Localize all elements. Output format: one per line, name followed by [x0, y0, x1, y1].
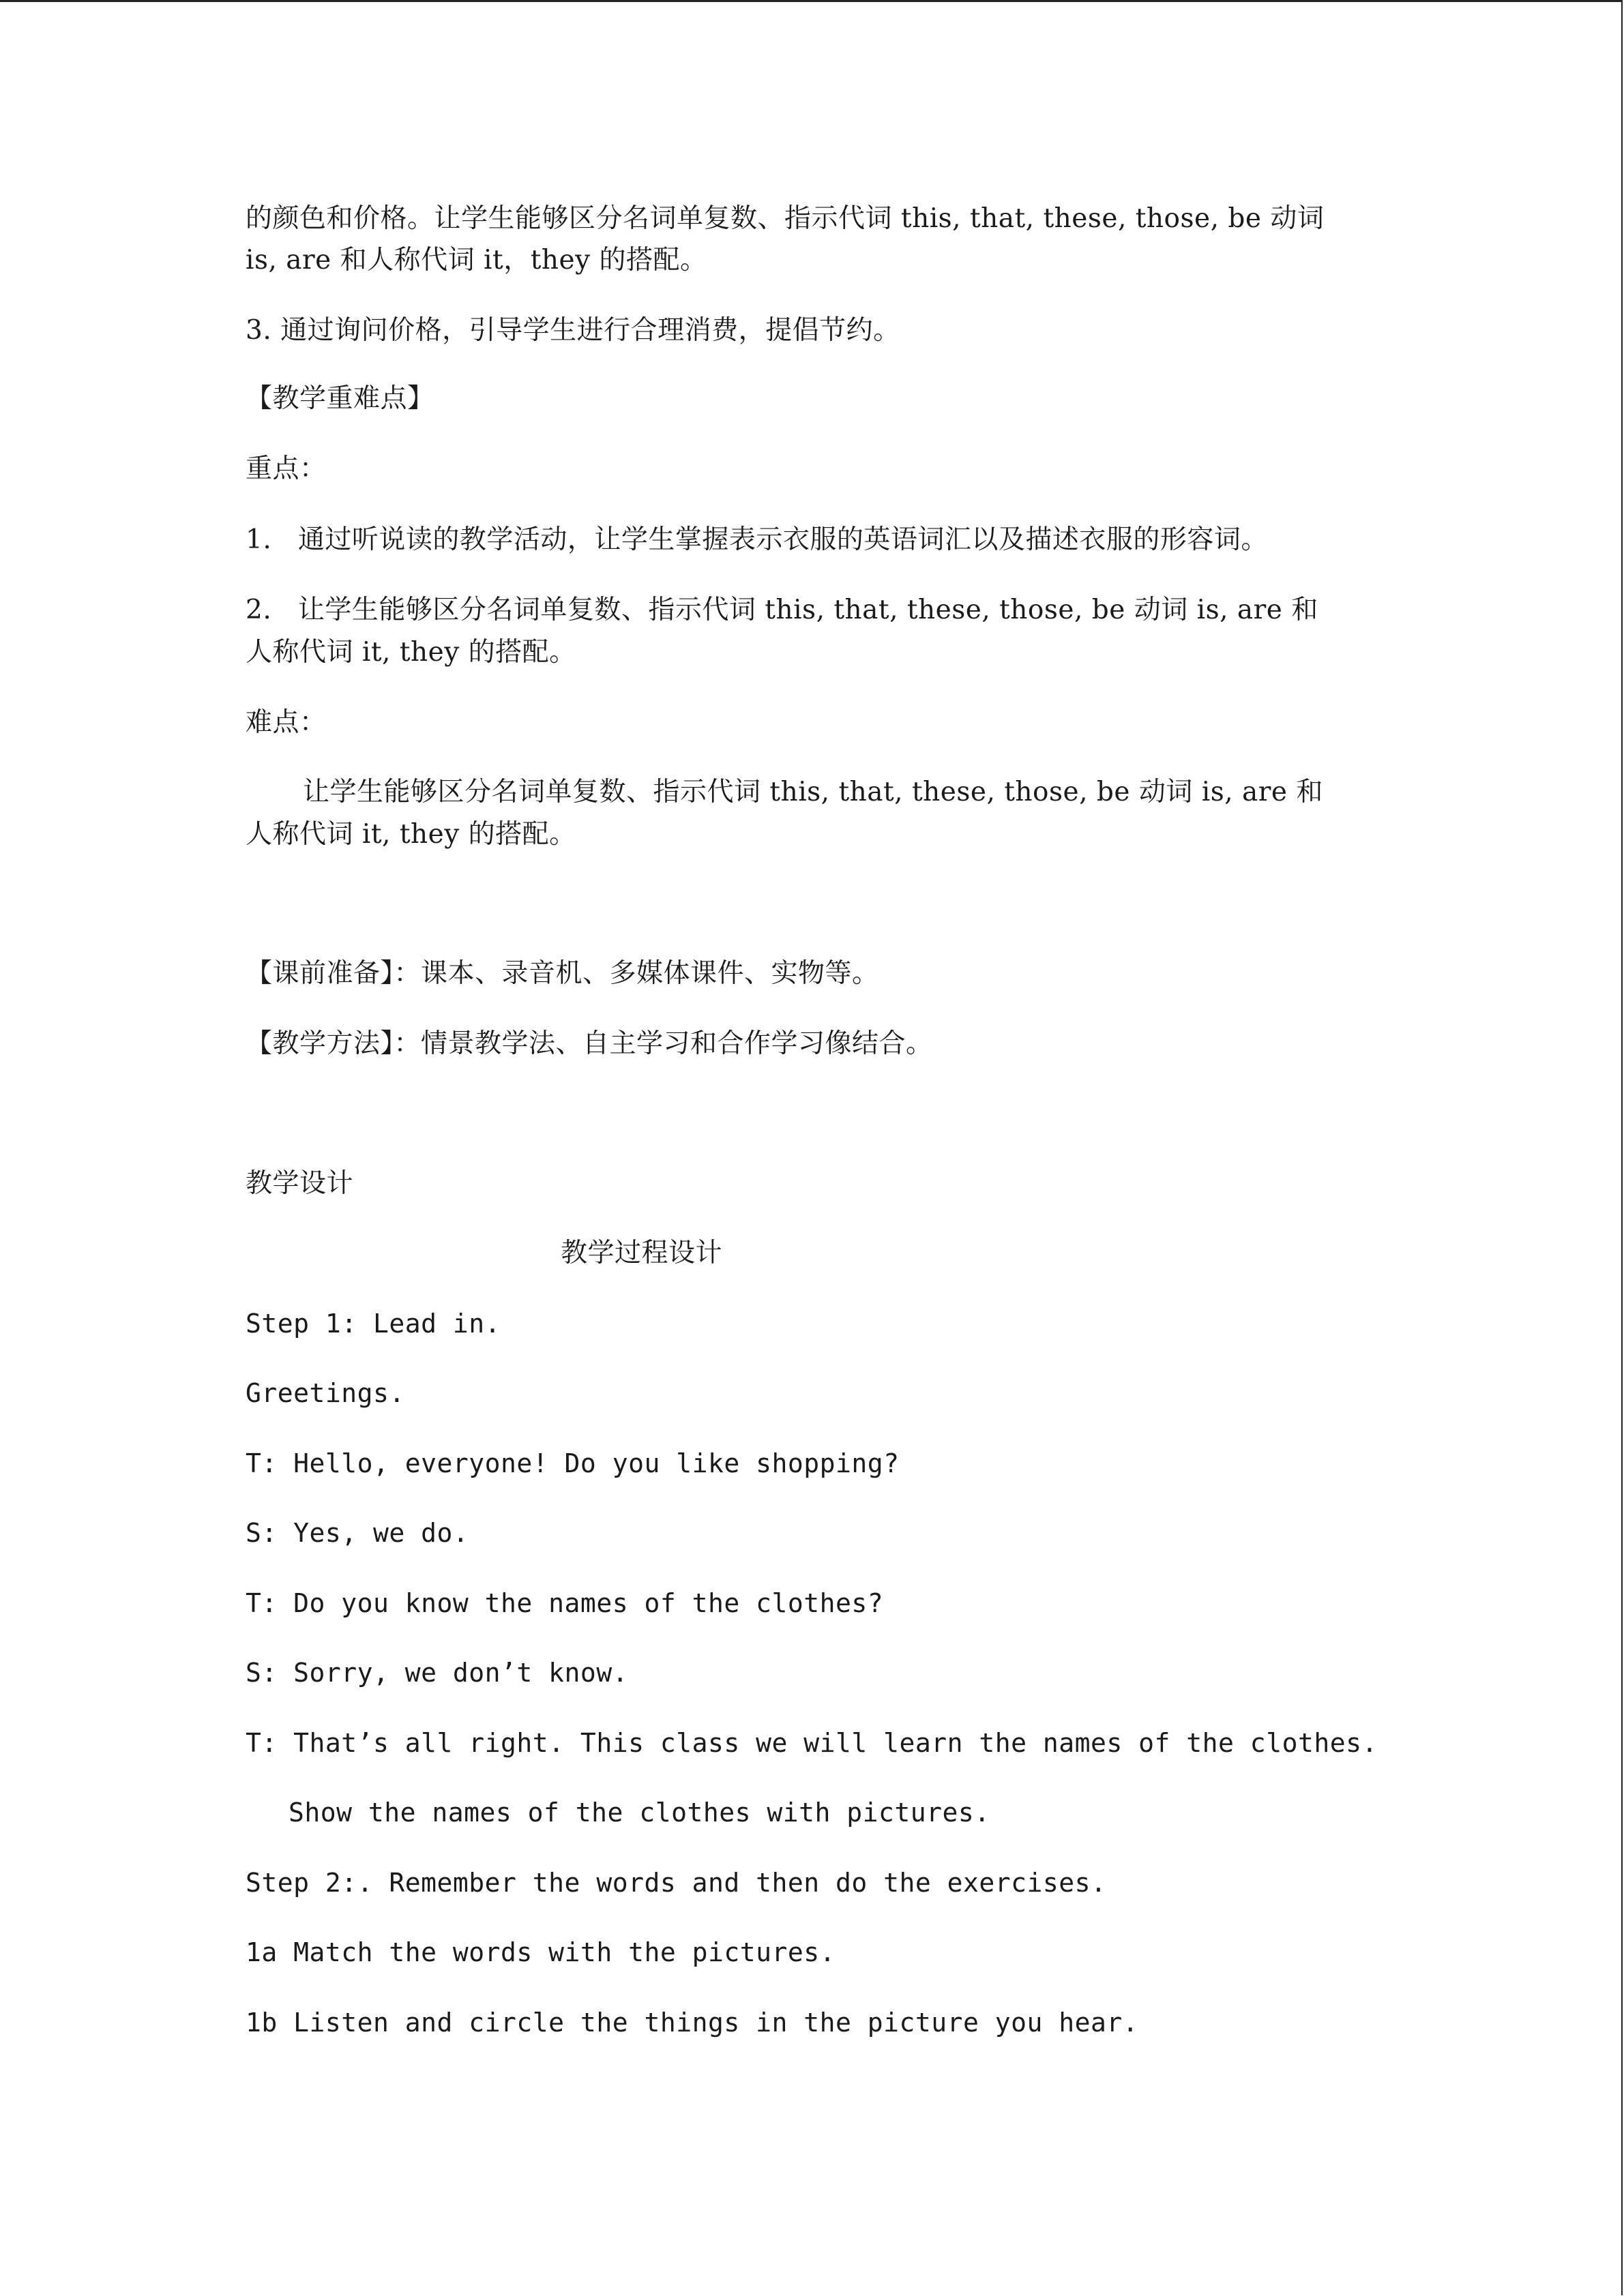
greetings-line: Greetings.	[246, 1378, 405, 1408]
key-point-2-line-2: 人称代词 it, they 的搭配。	[246, 637, 576, 668]
key-difficulty-heading: 【教学重难点】	[246, 383, 434, 414]
process-design-title: 教学过程设计	[561, 1238, 723, 1268]
objective-continued-line-1: 的颜色和价格。让学生能够区分名词单复数、指示代词 this, that, these, those, be 动词	[246, 203, 1325, 234]
dialogue-line: S: Sorry, we don’t know.	[246, 1658, 629, 1688]
exercise-1a: 1a Match the words with the pictures.	[246, 1937, 836, 1967]
show-pictures-line: Show the names of the clothes with pictures.	[289, 1798, 990, 1828]
design-label: 教学设计	[246, 1168, 354, 1199]
dialogue-line: T: Hello, everyone! Do you like shopping?	[246, 1448, 900, 1478]
step-2-heading: Step 2:. Remember the words and then do the exercises.	[246, 1868, 1107, 1898]
key-point-2-line-1: 2. 让学生能够区分名词单复数、指示代词 this, that, these, those, be 动词 is, are 和	[246, 595, 1318, 625]
dialogue-line: T: That’s all right. This class we will learn the names of the clothes.	[246, 1728, 1378, 1758]
key-points-label: 重点：	[246, 453, 327, 484]
difficulty-label: 难点：	[246, 707, 327, 738]
objective-item-3: 3. 通过询问价格，引导学生进行合理消费，提倡节约。	[246, 315, 900, 346]
difficulty-line-2: 人称代词 it, they 的搭配。	[246, 819, 576, 850]
key-point-1: 1. 通过听说读的教学活动，让学生掌握表示衣服的英语词汇以及描述衣服的形容词。	[246, 524, 1268, 555]
step-1-heading: Step 1: Lead in.	[246, 1309, 501, 1339]
objective-continued-line-2: is, are 和人称代词 it，they 的搭配。	[246, 245, 707, 275]
difficulty-line-1: 让学生能够区分名词单复数、指示代词 this, that, these, those, be 动词 is, are 和	[303, 777, 1323, 807]
preparation-line: 【课前准备】：课本、录音机、多媒体课件、实物等。	[246, 958, 879, 989]
teaching-method-line: 【教学方法】：情景教学法、自主学习和合作学习像结合。	[246, 1028, 933, 1059]
dialogue-line: T: Do you know the names of the clothes?	[246, 1588, 884, 1618]
dialogue-line: S: Yes, we do.	[246, 1518, 469, 1548]
exercise-1b: 1b Listen and circle the things in the picture you hear.	[246, 2008, 1139, 2038]
